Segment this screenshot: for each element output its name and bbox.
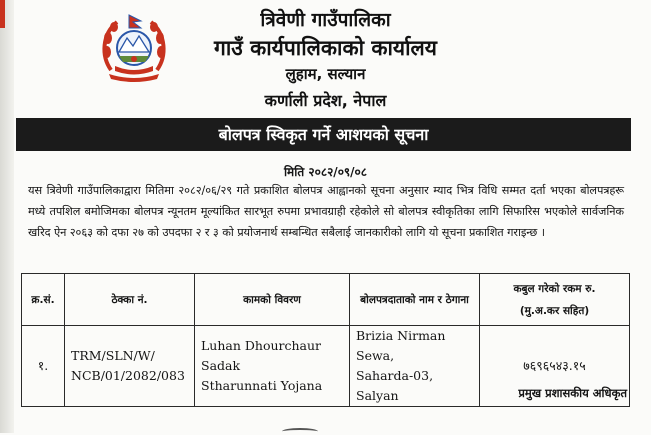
bidder-address: Saharda-03, Salyan: [356, 368, 434, 403]
description-part2: Stharunnati Yojana: [201, 378, 323, 393]
col-header-sn: क्र.सं.: [22, 274, 65, 326]
table-header-row: [22, 274, 630, 326]
contract-no-part1: TRM/SLN/W/: [71, 348, 155, 363]
bidder-name: Brizia Nirman Sewa,: [356, 328, 446, 363]
row-amount: ७६९६५४३.१५: [480, 326, 630, 407]
col-header-description: कामको विवरण: [195, 274, 350, 326]
signatory-title: प्रमुख प्रशासकीय अधिकृत: [518, 386, 627, 400]
col-header-amount: [480, 274, 630, 326]
col-header-bidder: बोलपत्रदाताको नाम र ठेगाना: [350, 274, 480, 326]
amount-header-line2: (मु.अ.कर सहित): [519, 304, 590, 317]
row-description: [195, 326, 350, 407]
amount-header-line1: कबुल गरेको रकम रु.: [513, 282, 596, 295]
col-header-contract-no: ठेक्का नं.: [65, 274, 195, 326]
row-sn: १.: [22, 326, 65, 407]
contract-no-part2: NCB/01/2082/083: [71, 368, 185, 383]
row-bidder: [350, 326, 480, 407]
office-address: लुहाम, सल्यान: [285, 65, 366, 83]
notice-title-banner: बोलपत्र स्विकृत गर्ने आशयको सूचना: [16, 118, 631, 151]
province-country: कर्णाली प्रदेश, नेपाल: [264, 91, 387, 110]
municipality-name: त्रिवेणी गाउँपालिका: [260, 9, 391, 31]
notice-body: यस त्रिवेणी गाउँपालिकाद्वारा मितिमा २०८२/०६/२९ गते प्रकाशित बोलपत्र आह्वानको सूचना अनुसार म्याद भित्र विधि सम्मत दर्ता भएका बोलपत्रहरू मध्ये तपशिल बमोजिमका बोलपत्र न्यूनतम मूल्यांकित सारभूत रुपमा प्रभावग्राही रहेकोले सो बोलपत्र स्वीकृतिका लागि सिफारिस भएकोले सार्वजनिक खरिद ऐन २०६३ को दफा २७ को उपदफा २ र ३ को प्रयोजनार्थ सम्बन्धित सबैलाई जानकारीको लागि यो सूचना प्रकाशित गराइन्छ ।: [28, 184, 624, 239]
row-contract-no: [65, 326, 195, 407]
notice-date: मिति २०८२/०९/०८: [283, 165, 368, 179]
description-part1: Luhan Dhourchaur Sadak: [201, 338, 322, 373]
next-page-edge: [282, 428, 318, 435]
office-name: गाउँ कार्यपालिकाको कार्यालय: [214, 36, 437, 60]
